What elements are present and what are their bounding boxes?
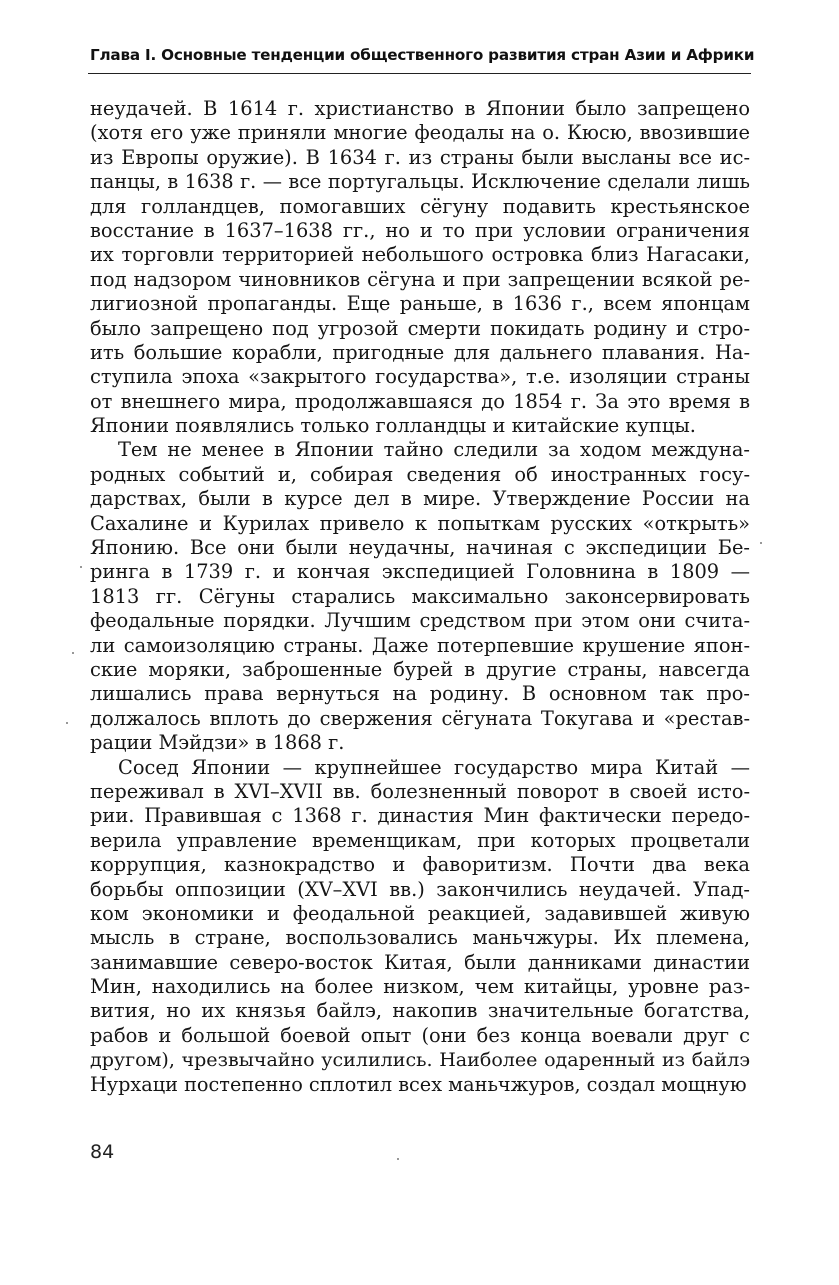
text-line: рации Мэйдзи» в 1868 г. — [90, 731, 345, 755]
text-line: лишались права вернуться на родину. В основном так про- — [90, 682, 750, 706]
text-line: вития, но их князья байлэ, накопив значительные богатства, — [90, 999, 750, 1023]
text-line: от внешнего мира, продолжавшаяся до 1854 г. За это время в — [90, 389, 750, 413]
text-line: верила управление временщикам, при которых процветали — [90, 828, 750, 852]
text-line: Мин, находились на более низком, чем китайцы, уровне раз- — [90, 975, 750, 999]
text-line: Сахалине и Курилах привело к попыткам русских «открыть» — [90, 511, 750, 535]
paragraph — [90, 438, 750, 755]
running-header: Глава I. Основные тенденции общественного развития стран Азии и Африки — [90, 46, 755, 64]
text-line: должалось вплоть до свержения сёгуната Токугава и «рестав- — [90, 706, 750, 730]
text-line: переживал в XVI–XVII вв. болезненный поворот в своей исто- — [90, 779, 750, 803]
text-line: занимавшие северо-восток Китая, были данниками династии — [90, 950, 750, 974]
text-line: ринга в 1739 г. и кончая экспедицией Головнина в 1809 — — [90, 560, 750, 584]
text-line: феодальные порядки. Лучшим средством при этом они счита- — [90, 609, 750, 633]
scan-speck — [66, 722, 68, 724]
text-line: другом), чрезвычайно усилились. Наиболее одаренный из байлэ — [90, 1049, 750, 1072]
text-line: мысль в стране, воспользовались маньчжуры. Их племена, — [90, 926, 750, 950]
text-line: коррупция, казнокрадство и фаворитизм. Почти два века — [90, 853, 750, 877]
text-line: ступила эпоха «закрытого государства», т.е. изоляции страны — [90, 365, 750, 389]
text-line: Японии появлялись только голландцы и китайские купцы. — [90, 414, 696, 438]
scan-speck — [760, 542, 762, 544]
text-line: ить большие корабли, пригодные для дальнего плавания. На- — [90, 340, 750, 364]
text-line: родных событий и, собирая сведения об иностранных госу- — [90, 462, 750, 486]
text-line: рии. Правившая с 1368 г. династия Мин фактически передо- — [90, 804, 750, 828]
text-line: борьбы оппозиции (XV–XVI вв.) закончились неудачей. Упад- — [90, 877, 750, 901]
text-line: из Европы оружие). В 1634 г. из страны были высланы все ис- — [90, 145, 750, 169]
text-line: ские моряки, заброшенные бурей в другие страны, навсегда — [90, 657, 750, 681]
text-line: ком экономики и феодальной реакцией, задавившей живую — [90, 901, 750, 925]
text-line: их торговли территорией небольшого островка близ Нагасаки, — [90, 243, 750, 267]
text-line: неудачей. В 1614 г. христианство в Японии было запрещено — [90, 97, 750, 120]
text-line: лигиозной пропаганды. Еще раньше, в 1636 г., всем японцам — [90, 292, 750, 316]
header-rule — [88, 73, 751, 74]
text-line: под надзором чиновников сёгуна и при запрещении всякой ре- — [90, 267, 750, 291]
text-line: восстание в 1637–1638 гг., но и то при условии ограничения — [90, 218, 750, 242]
scan-speck — [72, 652, 74, 654]
page-number: 84 — [90, 1141, 115, 1163]
text-line: дарствах, были в курсе дел в мире. Утверждение России на — [90, 487, 750, 511]
paragraph — [90, 97, 750, 438]
paragraph — [90, 756, 750, 1097]
scan-speck — [80, 566, 82, 568]
text-line: Сосед Японии — крупнейшее государство мира Китай — — [118, 755, 750, 779]
text-line: Японию. Все они были неудачны, начиная с экспедиции Бе- — [90, 536, 750, 560]
text-line: было запрещено под угрозой смерти покидать родину и стро- — [90, 316, 750, 340]
text-line: панцы, в 1638 г. — все португальцы. Исключение сделали лишь — [90, 170, 750, 194]
body-text — [90, 97, 750, 1097]
text-line: 1813 гг. Сёгуны старались максимально законсервировать — [90, 584, 750, 608]
text-line: для голландцев, помогавших сёгуну подавить крестьянское — [90, 194, 750, 218]
text-line: (хотя его уже приняли многие феодалы на о. Кюсю, ввозившие — [90, 121, 750, 145]
text-line: Нурхаци постепенно сплотил всех маньчжуров, создал мощную — [90, 1072, 747, 1096]
text-line: ли самоизоляцию страны. Даже потерпевшие крушение япон- — [90, 633, 750, 657]
scan-speck — [397, 1158, 399, 1160]
text-line: Тем не менее в Японии тайно следили за ходом междуна- — [118, 438, 750, 462]
text-line: рабов и большой боевой опыт (они без конца воевали друг с — [90, 1023, 750, 1047]
